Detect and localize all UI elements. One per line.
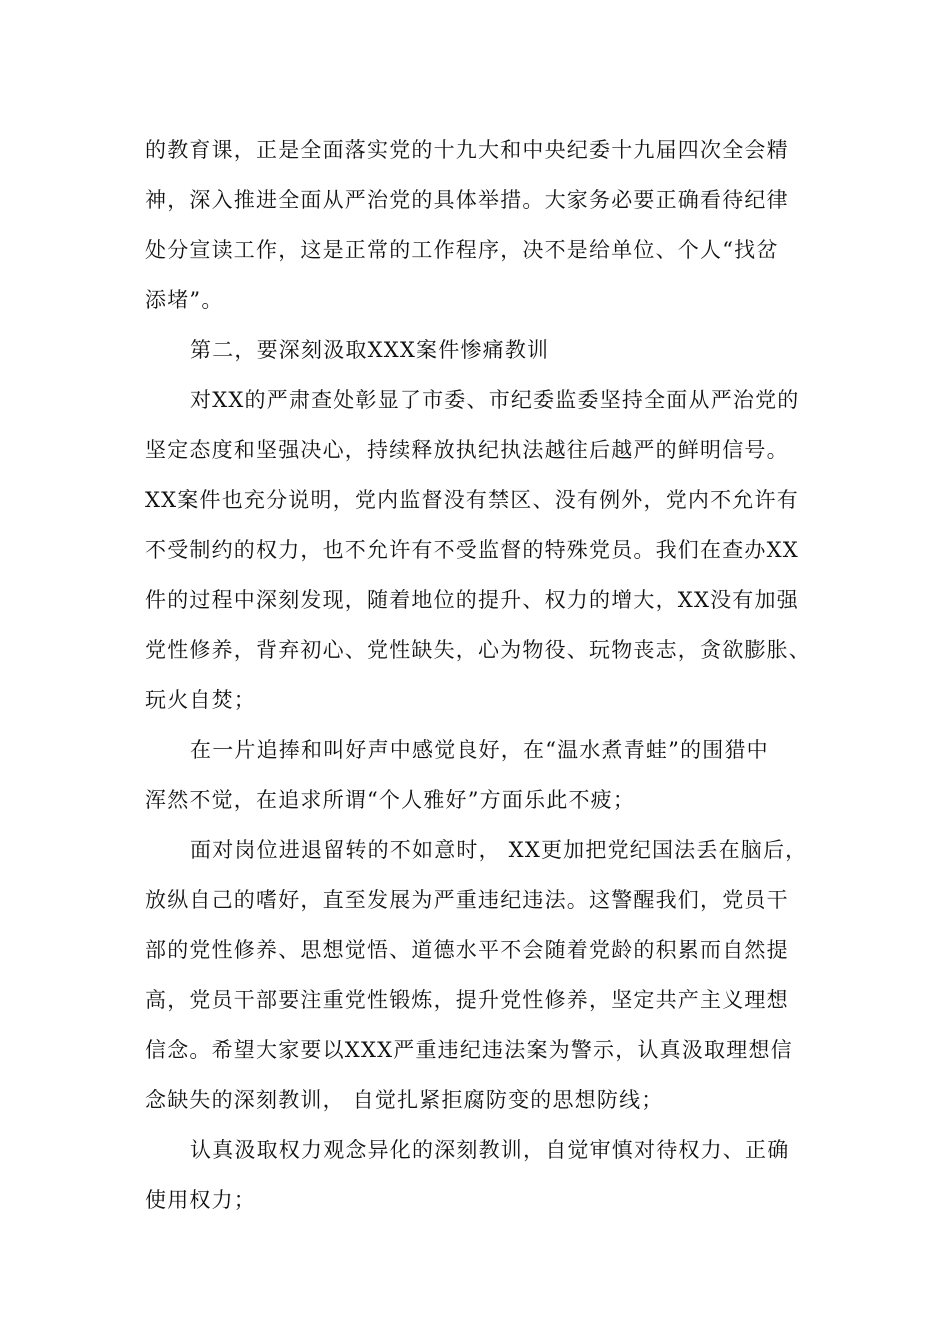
text-line: 玩火自焚； [145, 688, 256, 712]
text-line: 部的党性修养、思想觉悟、道德水平不会随着党龄的积累而自然提 [145, 938, 789, 962]
text-line: 在一片追捧和叫好声中感觉良好，在“温水煮青蛙”的围猎中 [190, 738, 769, 762]
text-line: 放纵自己的嗜好，直至发展为严重违纪违法。这警醒我们，党员干 [145, 888, 789, 912]
text-line: 浑然不觉，在追求所谓“个人雅好”方面乐此不疲； [145, 788, 636, 812]
text-line: 的教育课，正是全面落实党的十九大和中央纪委十九届四次全会精 [145, 138, 789, 162]
text-line: 使用权力； [145, 1188, 256, 1212]
text-line: 坚定态度和坚强决心，持续释放执纪执法越往后越严的鲜明信号。 [145, 438, 789, 462]
text-line: 面对岗位进退留转的不如意时， XX更加把党纪国法丢在脑后， [190, 838, 808, 862]
text-line: 认真汲取权力观念异化的深刻教训，自觉审慎对待权力、正确 [190, 1138, 790, 1162]
text-line: 党性修养，背弃初心、党性缺失，心为物役、玩物丧志，贪欲膨胀、 [145, 638, 811, 662]
text-line: 添堵”。 [145, 288, 224, 312]
text-line: 不受制约的权力，也不允许有不受监督的特殊党员。我们在查办XX [145, 538, 799, 562]
section-heading: 第二，要深刻汲取XXX案件惨痛教训 [190, 338, 550, 362]
text-line: 处分宣读工作，这是正常的工作程序，决不是给单位、个人“找岔 [145, 238, 779, 262]
text-line: 对XX的严肃查处彰显了市委、市纪委监委坚持全面从严治党的 [190, 388, 800, 412]
text-line: 念缺失的深刻教训， 自觉扎紧拒腐防变的思想防线； [145, 1088, 664, 1112]
text-line: 神，深入推进全面从严治党的具体举措。大家务必要正确看待纪律 [145, 188, 789, 212]
text-line: 高，党员干部要注重党性锻炼，提升党性修养，坚定共产主义理想 [145, 988, 789, 1012]
text-line: 信念。希望大家要以XXX严重违纪违法案为警示，认真汲取理想信 [145, 1038, 793, 1062]
text-line: 件的过程中深刻发现，随着地位的提升、权力的增大，XX没有加强 [145, 588, 799, 612]
text-line: XX案件也充分说明，党内监督没有禁区、没有例外，党内不允许有 [145, 488, 799, 512]
